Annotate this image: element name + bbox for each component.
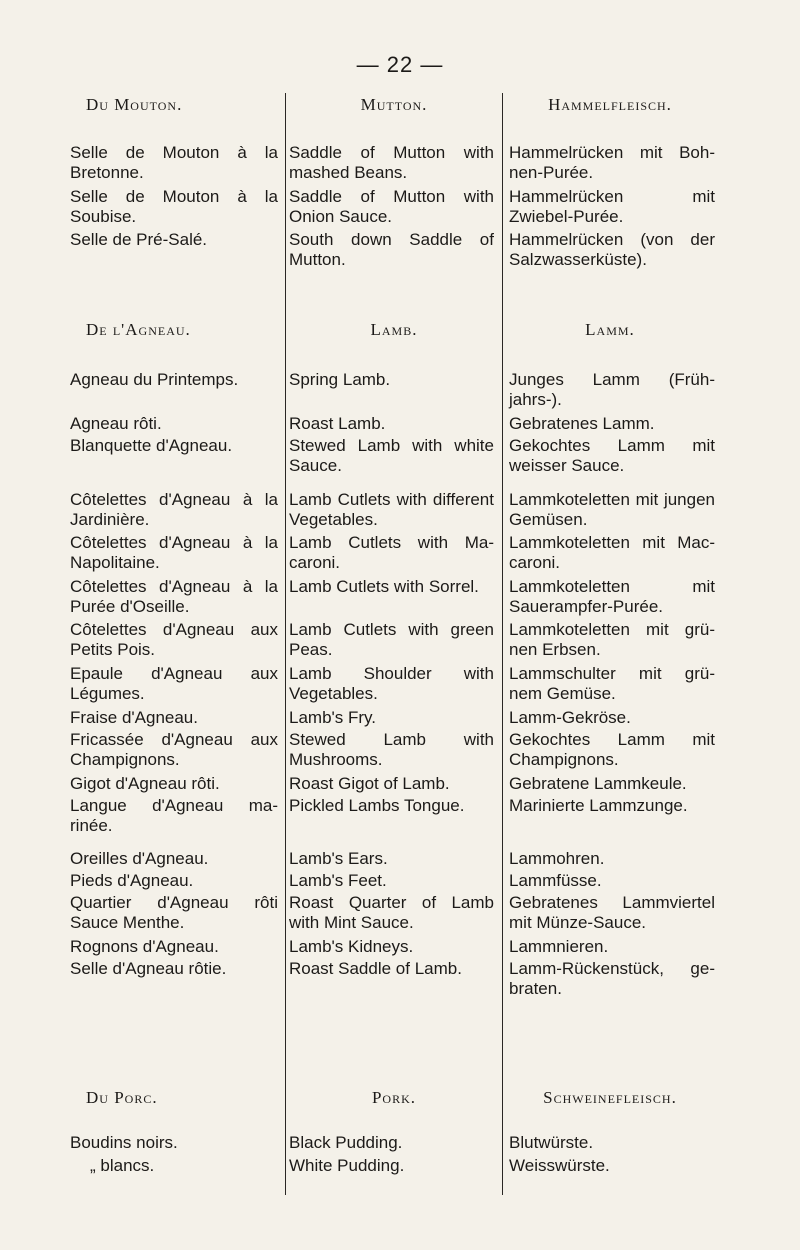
menu-item-english: Saddle of Mutton with mashed Beans. <box>289 143 494 182</box>
menu-item-english: Lamb's Kidneys. <box>289 937 414 956</box>
column-divider <box>285 93 286 1195</box>
menu-item-german: Lammfüsse. <box>509 871 602 890</box>
menu-item-french: „ blancs. <box>90 1156 155 1175</box>
menu-item-french: Côtelettes d'Agneau à la Jardinière. <box>70 490 278 529</box>
menu-item-german: Marinierte Lammzunge. <box>509 796 688 815</box>
menu-item-german: Lammnieren. <box>509 937 609 956</box>
menu-item-german: Hammelrücken mit Boh- nen-Purée. <box>509 143 715 182</box>
menu-item-english: Stewed Lamb with Mushrooms. <box>289 730 494 769</box>
section-header-german: Schweinefleisch. <box>543 1088 677 1107</box>
section-header-english: Pork. <box>371 1088 417 1107</box>
menu-item-french: Selle de Pré-Salé. <box>70 230 208 249</box>
section-header-french: De l'Agneau. <box>86 320 191 339</box>
menu-item-english: Lamb's Ears. <box>289 849 388 868</box>
menu-item-french: Gigot d'Agneau rôti. <box>70 774 220 793</box>
menu-item-german: Gekochtes Lamm mit weisser Sauce. <box>509 436 715 475</box>
menu-item-english: Spring Lamb. <box>289 370 391 389</box>
menu-item-french: Quartier d'Agneau rôti Sauce Menthe. <box>70 893 278 932</box>
section-header-english: Lamb. <box>370 320 418 339</box>
menu-item-french: Fraise d'Agneau. <box>70 708 198 727</box>
menu-item-french: Côtelettes d'Agneau aux Petits Pois. <box>70 620 278 659</box>
menu-item-french: Epaule d'Agneau aux Légumes. <box>70 664 278 703</box>
menu-item-german: Lammschulter mit grü- nem Gemüse. <box>509 664 715 703</box>
menu-item-french: Selle de Mouton à la Bretonne. <box>70 143 278 182</box>
menu-item-english: White Pudding. <box>289 1156 405 1175</box>
page-number: — 22 — <box>356 52 444 77</box>
menu-item-german: Lammkoteletten mit grü- nen Erbsen. <box>509 620 715 659</box>
section-header-french: Du Mouton. <box>86 95 183 114</box>
menu-item-german: Blutwürste. <box>509 1133 594 1152</box>
section-header-english: Mutton. <box>360 95 428 114</box>
column-divider <box>502 93 503 1195</box>
menu-item-english: Lamb Shoulder with Vegetables. <box>289 664 494 703</box>
menu-item-german: Gebratene Lammkeule. <box>509 774 687 793</box>
menu-item-german: Junges Lamm (Früh- jahrs-). <box>509 370 715 409</box>
section-header-german: Hammelfleisch. <box>548 95 672 114</box>
menu-item-french: Agneau rôti. <box>70 414 162 433</box>
menu-item-french: Agneau du Printemps. <box>70 370 239 389</box>
menu-item-german: Lammkoteletten mit Mac- caroni. <box>509 533 715 572</box>
menu-item-german: Lamm-Rückenstück, ge- braten. <box>509 959 715 998</box>
menu-item-french: Pieds d'Agneau. <box>70 871 194 890</box>
section-header-french: Du Porc. <box>86 1088 158 1107</box>
menu-item-english: Roast Gigot of Lamb. <box>289 774 450 793</box>
menu-item-english: South down Saddle of Mutton. <box>289 230 494 269</box>
menu-item-english: Roast Saddle of Lamb. <box>289 959 462 978</box>
menu-item-german: Weisswürste. <box>509 1156 610 1175</box>
menu-item-french: Selle de Mouton à la Soubise. <box>70 187 278 226</box>
menu-item-english: Roast Quarter of Lamb with Mint Sauce. <box>289 893 494 932</box>
menu-item-french: Fricassée d'Agneau aux Champignons. <box>70 730 278 769</box>
menu-item-german: Hammelrücken mit Zwiebel-Purée. <box>509 187 715 226</box>
menu-item-german: Hammelrücken (von der Salzwasserküste). <box>509 230 715 269</box>
menu-item-english: Roast Lamb. <box>289 414 386 433</box>
menu-item-german: Gekochtes Lamm mit Champignons. <box>509 730 715 769</box>
menu-item-french: Boudins noirs. <box>70 1133 178 1152</box>
menu-item-german: Lammkoteletten mit Sauerampfer-Purée. <box>509 577 715 616</box>
menu-item-french: Blanquette d'Agneau. <box>70 436 233 455</box>
menu-item-french: Langue d'Agneau ma- rinée. <box>70 796 278 835</box>
menu-item-german: Lammohren. <box>509 849 605 868</box>
menu-item-english: Lamb Cutlets with different Vegetables. <box>289 490 494 529</box>
menu-item-german: Gebratenes Lamm. <box>509 414 655 433</box>
menu-item-german: Lamm-Gekröse. <box>509 708 631 727</box>
section-header-german: Lamm. <box>585 320 635 339</box>
menu-item-english: Black Pudding. <box>289 1133 403 1152</box>
menu-item-english: Stewed Lamb with white Sauce. <box>289 436 494 475</box>
menu-item-english: Pickled Lambs Tongue. <box>289 796 465 815</box>
menu-item-english: Lamb's Fry. <box>289 708 377 727</box>
menu-item-english: Saddle of Mutton with Onion Sauce. <box>289 187 494 226</box>
menu-item-english: Lamb's Feet. <box>289 871 387 890</box>
menu-item-german: Gebratenes Lammviertel mit Münze-Sauce. <box>509 893 715 932</box>
menu-item-french: Côtelettes d'Agneau à la Napolitaine. <box>70 533 278 572</box>
menu-item-french: Selle d'Agneau rôtie. <box>70 959 227 978</box>
menu-item-english: Lamb Cutlets with Ma- caroni. <box>289 533 494 572</box>
menu-item-french: Côtelettes d'Agneau à la Purée d'Oseille. <box>70 577 278 616</box>
menu-item-english: Lamb Cutlets with green Peas. <box>289 620 494 659</box>
menu-item-french: Oreilles d'Agneau. <box>70 849 209 868</box>
menu-item-french: Rognons d'Agneau. <box>70 937 219 956</box>
menu-item-english: Lamb Cutlets with Sorrel. <box>289 577 479 596</box>
menu-item-german: Lammkoteletten mit jungen Gemüsen. <box>509 490 715 529</box>
